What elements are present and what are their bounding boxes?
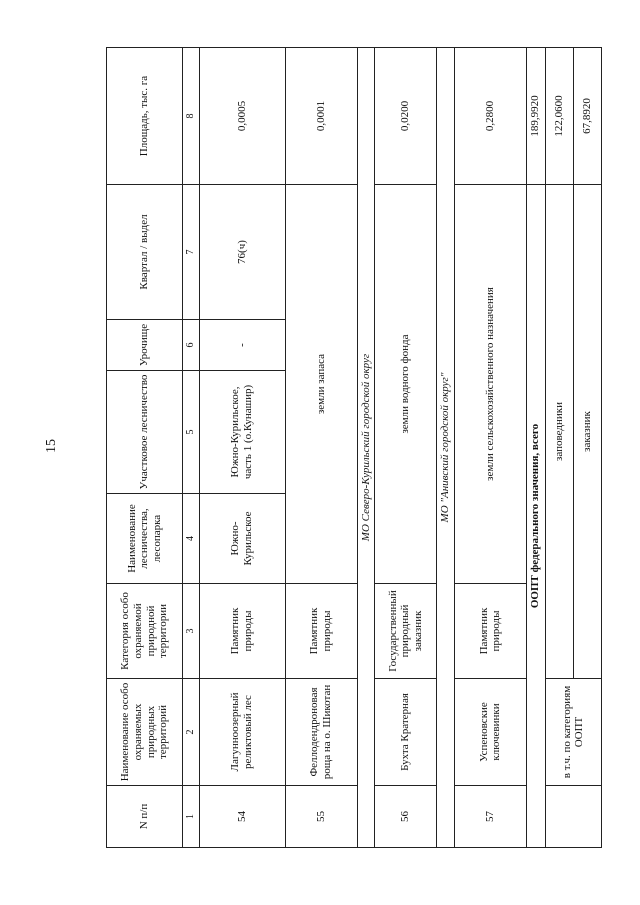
header-n: N п/п — [107, 786, 183, 848]
column-number: 1 — [183, 786, 200, 848]
column-number: 2 — [183, 679, 200, 786]
area-value: 0,0001 — [285, 48, 357, 185]
area-name: Феллодендроновая роща на о. Шикотан — [285, 679, 357, 786]
section-row — [357, 48, 375, 848]
empty-cell — [545, 786, 601, 848]
header-tract: Урочище — [107, 320, 183, 371]
forestry-name: Южно-Курильское — [199, 494, 285, 584]
category-zapovedniki: заповедники — [545, 185, 573, 679]
column-number: 3 — [183, 584, 200, 679]
column-number: 8 — [183, 48, 200, 185]
category-row-zapovedniki — [545, 48, 573, 848]
header-forestry: Наименование лесничества, лесопарка — [107, 494, 183, 584]
area-name: Бухта Кратерная — [375, 679, 437, 786]
by-category-label: в т.ч. по категориям ООПТ — [545, 679, 601, 786]
area-value: 0,0005 — [199, 48, 285, 185]
protected-areas-table — [106, 47, 602, 848]
column-number: 7 — [183, 185, 200, 320]
area-category: Памятник природы — [199, 584, 285, 679]
section-row — [437, 48, 455, 848]
row-number: 55 — [285, 786, 357, 848]
row-number: 56 — [375, 786, 437, 848]
area-category: Памятник природы — [454, 584, 526, 679]
total-label: ООПТ федерального значения, всего — [526, 185, 545, 848]
total-area: 189,9920 — [526, 48, 545, 185]
page-number: 15 — [44, 439, 59, 453]
section-title: МО "Анивский городской округ" — [437, 48, 455, 848]
district-forestry: Южно-Курильское, часть 1 (о.Кунашир) — [199, 371, 285, 494]
area-name: Успеновские ключевинки — [454, 679, 526, 786]
land-category: земли водного фонда — [375, 185, 437, 584]
area-category: Государственный природный заказник — [375, 584, 437, 679]
area-category: Памятник природы — [285, 584, 357, 679]
column-number-row — [183, 48, 200, 848]
row-number: 57 — [454, 786, 526, 848]
category-zakazniki-area: 67,8920 — [573, 48, 601, 185]
header-category: Категория особо охраняемой природной территории — [107, 584, 183, 679]
header-name: Наименование особо охраняемых природных территорий — [107, 679, 183, 786]
table-row-54 — [199, 48, 285, 848]
area-value: 0,0200 — [375, 48, 437, 185]
total-row — [526, 48, 545, 848]
category-zakazniki: заказник — [573, 185, 601, 679]
header-row — [107, 48, 183, 848]
header-area: Площадь, тыс. га — [107, 48, 183, 185]
section-title: МО Северо-Курильский городской округ — [357, 48, 375, 848]
header-quarter: Квартал / выдел — [107, 185, 183, 320]
land-category: земли запаса — [285, 185, 357, 584]
rotated-table-wrapper — [106, 48, 593, 848]
land-category: земли сельскохозяйственного назначения — [454, 185, 526, 584]
area-value: 0,2800 — [454, 48, 526, 185]
column-number: 6 — [183, 320, 200, 371]
category-zapovedniki-area: 122,0600 — [545, 48, 573, 185]
column-number: 4 — [183, 494, 200, 584]
table-row-55 — [285, 48, 357, 848]
column-number: 5 — [183, 371, 200, 494]
tract: - — [199, 320, 285, 371]
table-row-56 — [375, 48, 437, 848]
table-row-57 — [454, 48, 526, 848]
area-name: Лагунноозерный реликтовый лес — [199, 679, 285, 786]
header-district: Участковое лесничество — [107, 371, 183, 494]
quarter: 76(ч) — [199, 185, 285, 320]
row-number: 54 — [199, 786, 285, 848]
